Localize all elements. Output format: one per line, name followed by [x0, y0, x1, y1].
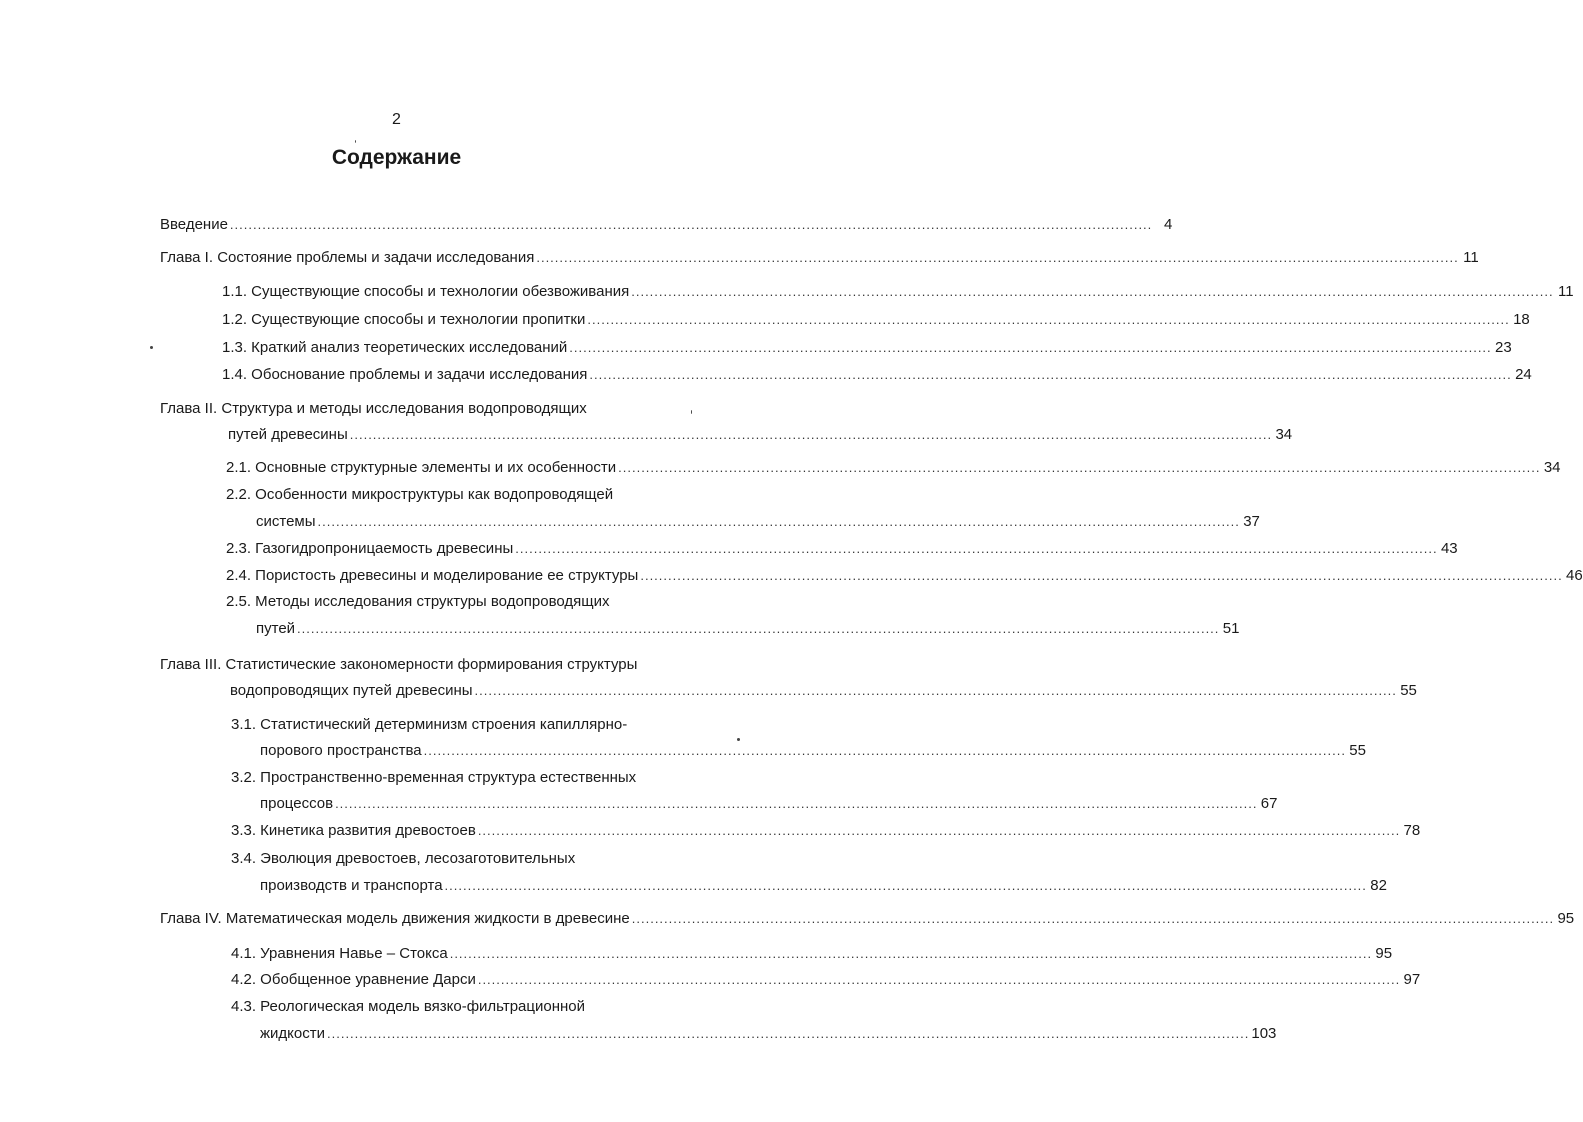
toc-entry-title: 3.3. Кинетика развития древостоев — [231, 822, 476, 839]
toc-entry-title: 2.4. Пористость древесины и моделирование ее структуры — [226, 567, 639, 584]
toc-entry-section-2-1[interactable] — [226, 458, 1561, 478]
toc-entry-title: Глава I. Состояние проблемы и задачи исследования — [160, 249, 535, 266]
toc-entry-section-2-2[interactable] — [256, 512, 1260, 532]
toc-entry-chapter-3-line1: Глава III. Статистические закономерности формирования структуры — [160, 656, 638, 673]
toc-entry-page: 34 — [1543, 459, 1561, 476]
toc-entry-chapter-4[interactable] — [160, 909, 1575, 929]
toc-leader-dots: ........................................................................................................................................................................................................ — [589, 367, 1512, 382]
toc-entry-title: производств и транспорта — [260, 877, 443, 894]
toc-entry-page: 67 — [1260, 795, 1278, 812]
toc-entry-section-3-4-line1: 3.4. Эволюция древостоев, лесозаготовительных — [231, 850, 576, 867]
toc-entry-title: 1.2. Существующие способы и технологии пропитки — [222, 311, 586, 328]
toc-leader-dots: ........................................................................................................................................................................................................ — [631, 284, 1554, 299]
toc-entry-section-2-4[interactable] — [226, 566, 1583, 586]
toc-entry-title: 1.3. Краткий анализ теоретических исследований — [222, 339, 568, 356]
toc-entry-section-1-4[interactable] — [222, 365, 1532, 385]
toc-leader-dots: ........................................................................................................................................................................................................ — [317, 514, 1240, 529]
toc-entry-page: 43 — [1440, 540, 1458, 557]
scan-speck — [355, 140, 356, 143]
toc-entry-page: 4 — [1163, 216, 1173, 233]
toc-entry-title: процессов — [260, 795, 334, 812]
toc-leader-dots: ........................................................................................................................................................................................................ — [640, 568, 1563, 583]
scan-speck — [150, 346, 153, 349]
toc-entry-section-4-3[interactable] — [260, 1024, 1277, 1044]
toc-entry-introduction[interactable] — [160, 215, 1173, 235]
toc-entry-page: 97 — [1403, 971, 1421, 988]
toc-entry-page: 23 — [1494, 339, 1512, 356]
toc-leader-dots: ........................................................................................................................................................................................................ — [631, 911, 1555, 926]
toc-entry-page: 11 — [1463, 249, 1479, 266]
toc-entry-section-4-1[interactable] — [231, 944, 1393, 964]
toc-entry-section-1-3[interactable] — [222, 338, 1512, 358]
toc-entry-chapter-2-line1: Глава II. Структура и методы исследования водопроводящих — [160, 400, 587, 417]
toc-leader-dots: ........................................................................................................................................................................................................ — [587, 312, 1510, 327]
toc-leader-dots: ........................................................................................................................................................................................................ — [569, 340, 1492, 355]
toc-leader-dots: ........................................................................................................................................................................................................ — [474, 683, 1397, 698]
toc-entry-section-2-5-line1: 2.5. Методы исследования структуры водопроводящих — [226, 593, 610, 610]
toc-leader-dots: ........................................................................................................................................................................................................ — [477, 823, 1401, 838]
toc-entry-section-3-1[interactable] — [260, 741, 1366, 761]
toc-entry-title: 2.1. Основные структурные элементы и их особенности — [226, 459, 617, 476]
toc-entry-page: 37 — [1243, 513, 1260, 530]
toc-entry-page: 11 — [1558, 283, 1574, 300]
toc-leader-dots: ........................................................................................................................................................................................................ — [444, 878, 1367, 893]
toc-leader-dots: ........................................................................................................................................................................................................ — [335, 796, 1258, 811]
toc-entry-title: Глава IV. Математическая модель движения жидкости в древесине — [160, 910, 630, 927]
toc-entry-page: 51 — [1222, 620, 1240, 637]
toc-entry-title: 4.2. Обобщенное уравнение Дарси — [231, 971, 476, 988]
toc-entry-section-2-5[interactable] — [256, 619, 1240, 639]
toc-entry-title: 2.3. Газогидропроницаемость древесины — [226, 540, 514, 557]
toc-entry-chapter-2[interactable] — [228, 425, 1293, 445]
toc-entry-section-3-3[interactable] — [231, 821, 1421, 841]
toc-entry-section-1-1[interactable] — [222, 282, 1574, 302]
toc-entry-page: 82 — [1370, 877, 1387, 894]
toc-entry-title: 4.1. Уравнения Навье – Стокса — [231, 945, 448, 962]
page-number: 2 — [392, 111, 401, 128]
toc-entry-page: 95 — [1557, 910, 1575, 927]
scan-speck — [737, 738, 740, 741]
toc-entry-section-2-3[interactable] — [226, 539, 1458, 559]
toc-entry-page: 18 — [1513, 311, 1530, 328]
toc-entry-title: системы — [256, 513, 316, 530]
toc-leader-dots: ........................................................................................................................................................................................................ — [536, 250, 1459, 265]
toc-entry-section-4-2[interactable] — [231, 970, 1421, 990]
toc-entry-title: 1.4. Обоснование проблемы и задачи исследования — [222, 366, 588, 383]
toc-leader-dots: ........................................................................................................................................................................................................ — [423, 743, 1346, 758]
toc-entry-section-2-2-line1: 2.2. Особенности микроструктуры как водопроводящей — [226, 486, 614, 503]
toc-leader-dots: ........................................................................................................................................................................................................ — [477, 972, 1401, 987]
toc-entry-section-3-2-line1: 3.2. Пространственно-временная структура естественных — [231, 769, 637, 786]
toc-entry-section-3-4[interactable] — [260, 876, 1387, 896]
toc-entry-page: 24 — [1515, 366, 1532, 383]
toc-leader-dots: ........................................................................................................................................................................................................ — [618, 460, 1541, 475]
toc-entry-title: путей — [256, 620, 296, 637]
page-title: Содержание — [331, 146, 462, 169]
toc-entry-page: 78 — [1403, 822, 1421, 839]
toc-entry-page: 34 — [1275, 426, 1293, 443]
toc-leader-dots: ........................................................................................................................................................................................................ — [297, 621, 1220, 636]
toc-leader-dots: ........................................................................................................................................................................................................ — [449, 946, 1373, 961]
toc-entry-section-1-2[interactable] — [222, 310, 1530, 330]
toc-entry-title: Введение — [160, 216, 228, 233]
toc-leader-dots: ........................................................................................................................................................................................................ — [349, 427, 1273, 442]
toc-entry-page: 95 — [1375, 945, 1393, 962]
toc-leader-dots: ........................................................................................................................................................................................................ — [327, 1026, 1250, 1041]
toc-entry-title: водопроводящих путей древесины — [230, 682, 473, 699]
toc-entry-title: порового пространства — [260, 742, 422, 759]
scan-speck — [691, 410, 692, 414]
toc-entry-page: 55 — [1349, 742, 1366, 759]
toc-entry-page: 46 — [1566, 567, 1583, 584]
toc-leader-dots: ........................................................................................................................................................................................................ — [229, 217, 1153, 232]
toc-entry-chapter-3[interactable] — [230, 681, 1417, 701]
toc-entry-chapter-1[interactable] — [160, 248, 1479, 268]
toc-entry-title: 1.1. Существующие способы и технологии обезвоживания — [222, 283, 630, 300]
toc-entry-page: 103 — [1251, 1025, 1277, 1042]
toc-entry-section-3-2[interactable] — [260, 794, 1278, 814]
toc-entry-section-3-1-line1: 3.1. Статистический детерминизм строения капиллярно- — [231, 716, 628, 733]
toc-leader-dots: ........................................................................................................................................................................................................ — [515, 541, 1438, 556]
toc-entry-page: 55 — [1400, 682, 1417, 699]
toc-entry-section-4-3-line1: 4.3. Реологическая модель вязко-фильтрационной — [231, 998, 585, 1015]
toc-entry-title: жидкости — [260, 1025, 325, 1042]
toc-entry-title: путей древесины — [228, 426, 348, 443]
